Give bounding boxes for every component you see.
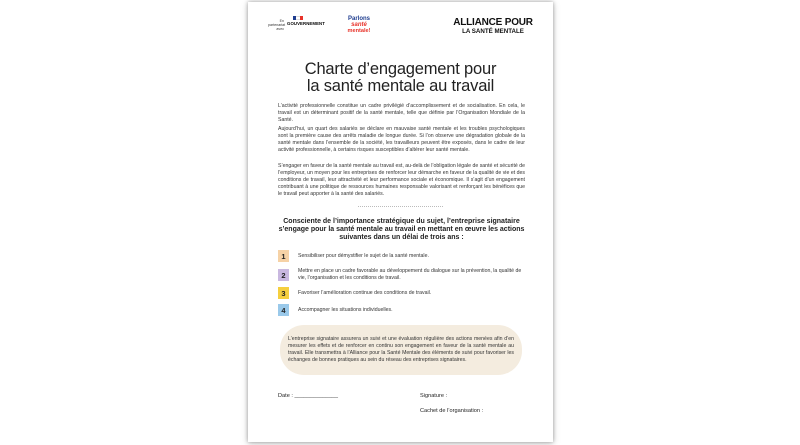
marianne-logo (287, 16, 325, 26)
commitment-text: Accompagner les situations individuelles. (298, 306, 393, 313)
alliance-line1: ALLIANCE POUR (453, 17, 533, 28)
date-field: Date : ______________ (278, 393, 339, 399)
commitment-item (278, 250, 525, 262)
commitment-number: 2 (278, 269, 289, 281)
commitment-text: Sensibiliser pour démystifier le sujet de la santé mentale. (298, 252, 429, 259)
title-line2: la santé mentale au travail (306, 77, 495, 95)
parlons-sante-mentale-logo (341, 16, 377, 34)
government-label: GOUVERNEMENT (287, 21, 325, 26)
alliance-logo (453, 18, 533, 36)
engagement-paragraph: S’engager en faveur de la santé mentale au travail est, au-delà de l’obligation légale de santé et sécurité de l’employeur, un moyen pour les entreprises de renforcer leur démarche en faveur de la qualité de vie et des conditions de travail, leur attractivité et leur performance sociale et économique. Il s’agit d’un engagement contribuant à une politique de ressources humaines responsable valorisant et renforçant les bénéfices que le travail peut apporter à la santé des salariés. (278, 163, 525, 197)
stamp-field: Cachet de l’organisation : (420, 408, 484, 414)
commitment-item (278, 287, 525, 299)
title-line1: Charte d’engagement pour (304, 60, 497, 78)
commitment-number: 3 (278, 287, 289, 299)
commitment-intro: Consciente de l’importance stratégique du sujet, l’entreprise signataire s’engage pour la santé mentale au travail en mettant en œuvre les actions suivantes dans un délai de trois ans : (278, 218, 525, 241)
flag-icon (293, 16, 303, 20)
follow-up-text: L’entreprise signataire assurera un suivi et une évaluation régulière des actions menées afin d’en mesurer les effets et de renforcer en continu son engagement en faveur de la santé mentale au travail. Elle transmettra à l’Alliance pour la Santé Mentale des éléments de suivi pour favoriser les échanges de bonnes pratiques au sein du réseau des entreprises signataires. (288, 336, 514, 363)
mentale-text: mentale! (347, 28, 371, 34)
signature-field: Signature : (420, 393, 448, 399)
commitment-number: 1 (278, 250, 289, 262)
follow-up-box (280, 325, 522, 375)
partner-text: En partenariat avec (268, 19, 286, 31)
commitment-text: Favoriser l’amélioration continue des conditions de travail. (298, 289, 432, 296)
document-title (268, 61, 533, 95)
intro-paragraph: L’activité professionnelle constitue un cadre privilégié d’accomplissement et de socialisation. En cela, le travail est un déterminant positif de la santé mentale, telle que définie par l’Organisation Mondiale de la Santé. (278, 103, 525, 123)
parlons-text: Parlons (347, 16, 370, 22)
sante-text: santé (351, 22, 367, 28)
commitment-item (278, 268, 525, 282)
section-divider (358, 206, 443, 207)
alliance-line2: LA SANTÉ MENTALE (462, 28, 524, 35)
commitment-number: 4 (278, 304, 289, 316)
commitment-item (278, 304, 525, 316)
charter-document (248, 2, 553, 442)
commitment-text: Mettre en place un cadre favorable au développement du dialogue sur la prévention, la qualité de vie, l’organisation et les conditions de travail. (298, 268, 522, 281)
government-logo-block (268, 16, 325, 31)
context-paragraph: Aujourd’hui, un quart des salariés se déclare en mauvaise santé mentale et les troubles psychologiques sont la première cause des arrêts maladie de longue durée. Si l’on observe une dégradation globale de la santé mentale dans l’ensemble de la société, les travailleurs peuvent être exposés, dans le cadre de leur activité professionnelle, à certains risques susceptibles d’altérer leur santé mentale. (278, 126, 525, 153)
